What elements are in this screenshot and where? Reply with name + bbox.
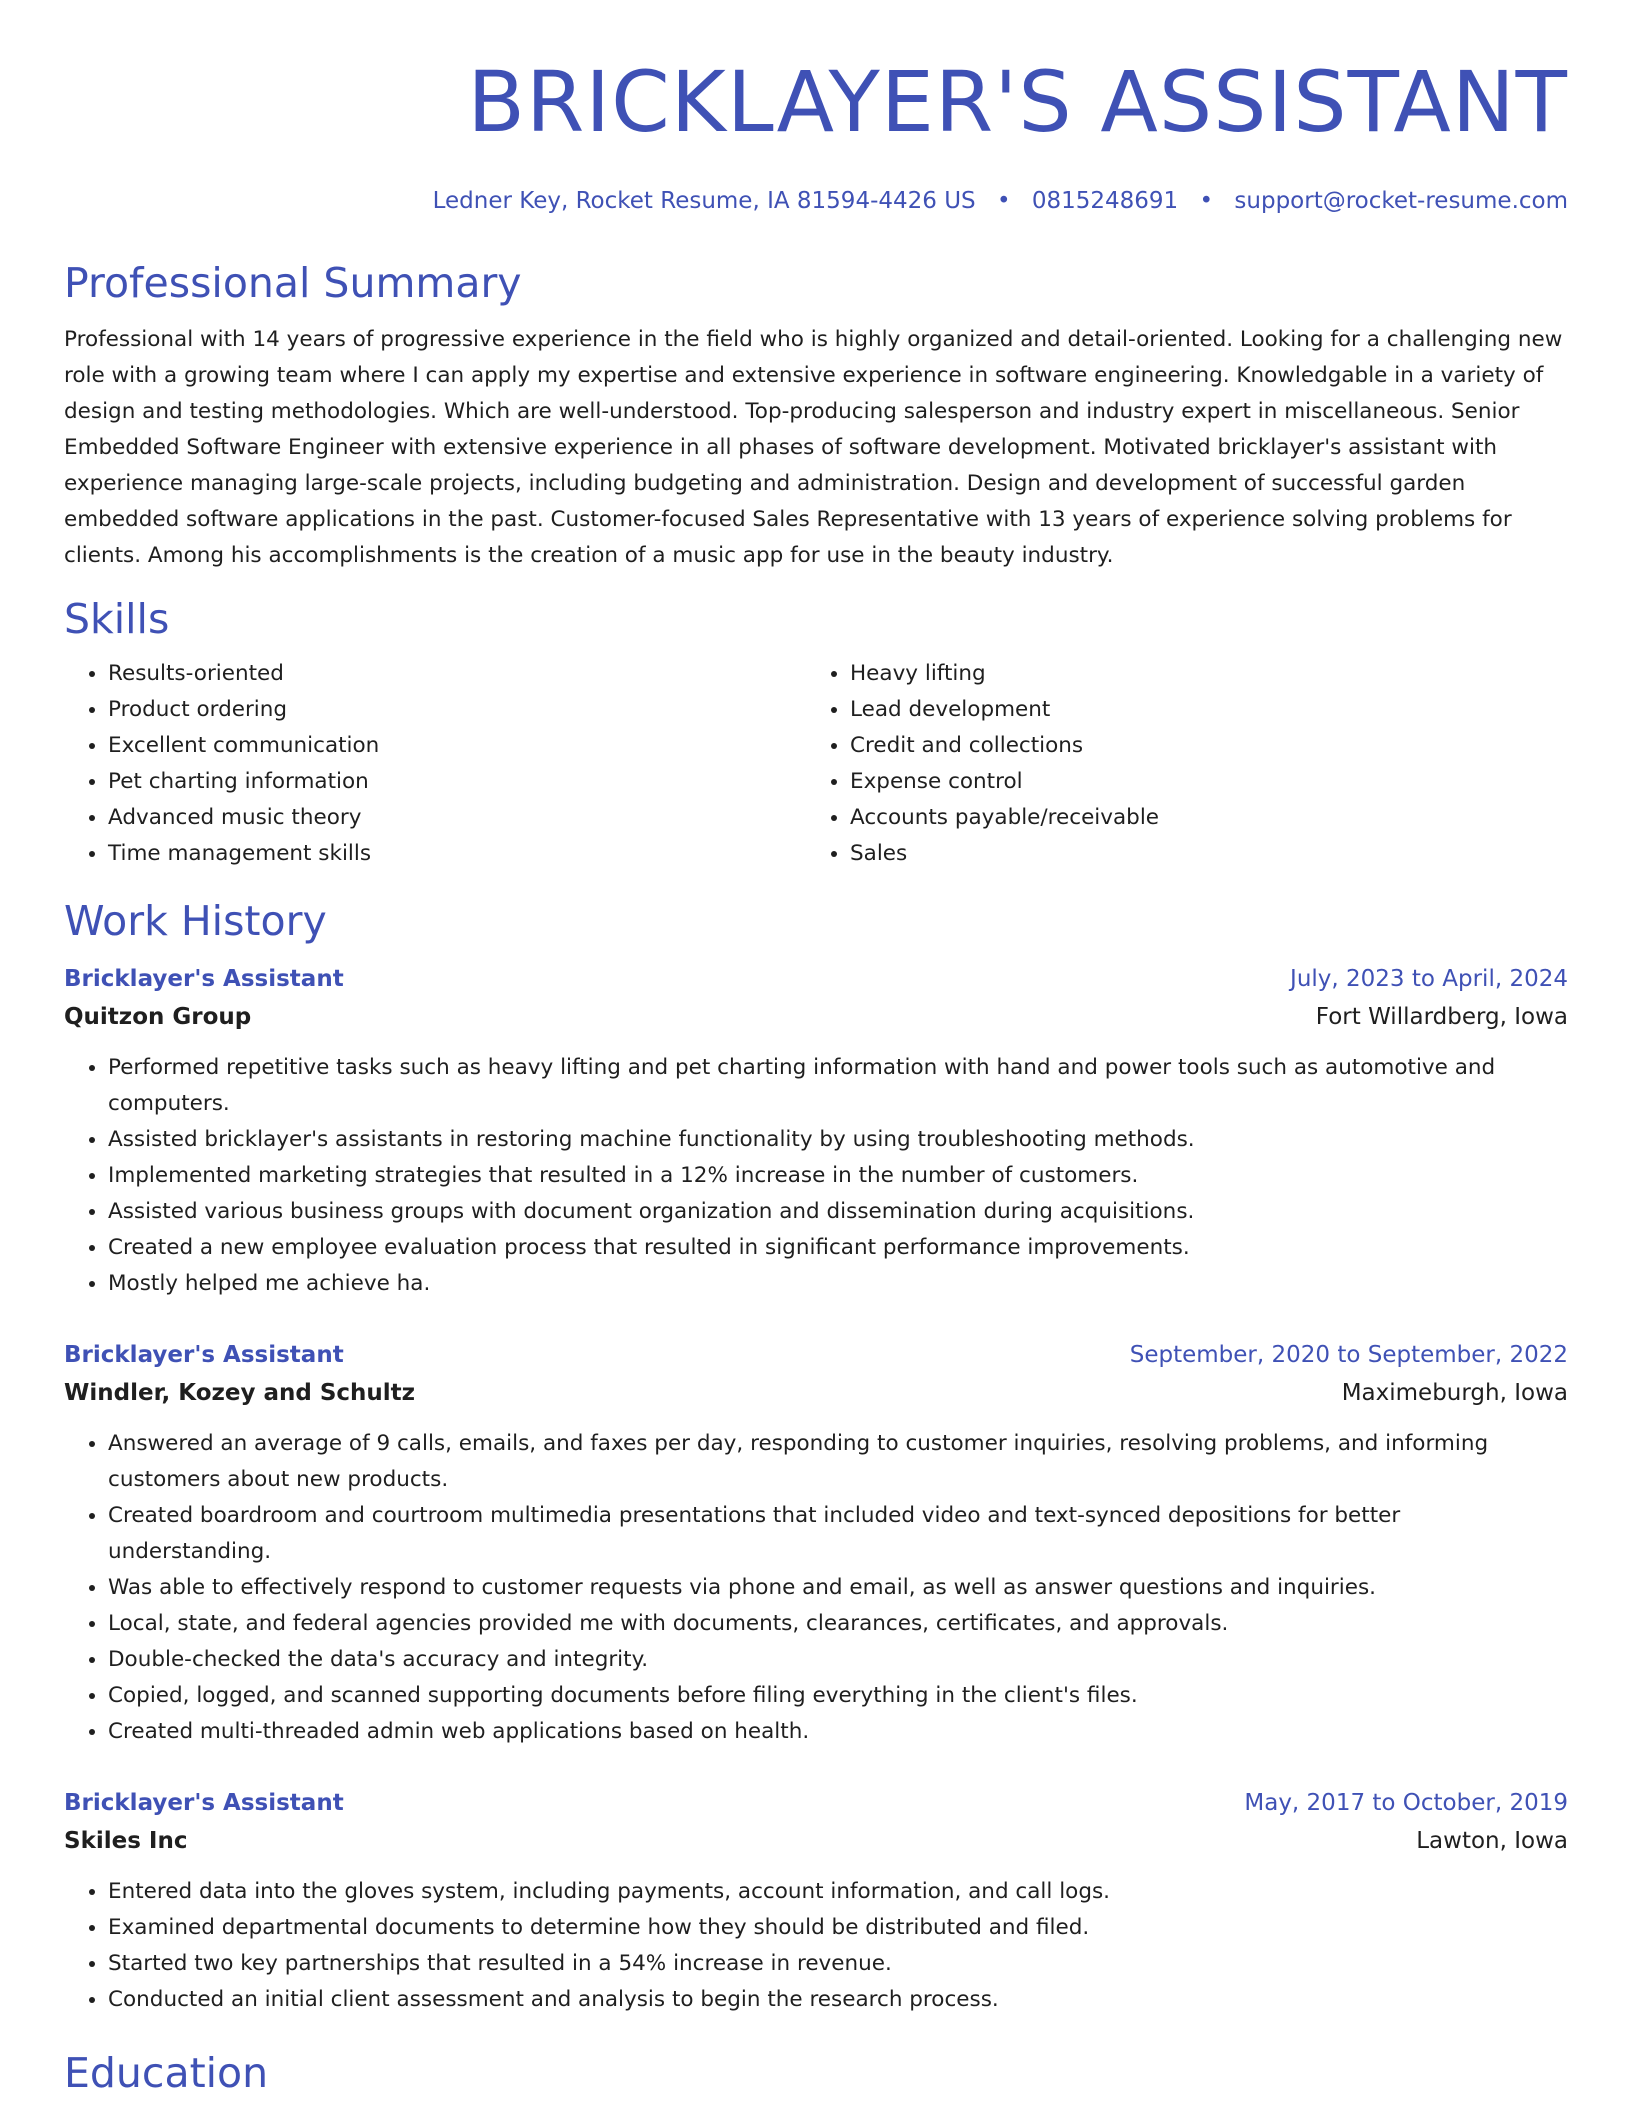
contact-phone: 0815248691 (1031, 188, 1179, 214)
skill-item: • Credit and collections (850, 728, 1548, 764)
job-bullet: • Examined departmental documents to determine how they should be distributed and filed. (108, 1910, 1568, 1946)
skill-item: • Lead development (850, 692, 1548, 728)
job-bullets (64, 1874, 1568, 2018)
education-heading: Education (64, 2049, 269, 2097)
job-title: Bricklayer's Assistant (64, 1342, 344, 1368)
job-entry (64, 1784, 1568, 2018)
job-bullet: • Performed repetitive tasks such as heavy lifting and pet charting information with hand and power tools such as automotive and computers. (108, 1050, 1568, 1122)
job-bullet: • Double-checked the data's accuracy and integrity. (108, 1642, 1568, 1678)
summary-heading: Professional Summary (64, 259, 522, 307)
work-history-heading: Work History (64, 897, 327, 945)
contact-email: support@rocket-resume.com (1234, 188, 1568, 214)
skill-item: • Sales (850, 836, 1548, 872)
job-bullet: • Mostly helped me achieve ha. (108, 1266, 1568, 1302)
job-header (64, 960, 1568, 998)
skill-item: • Accounts payable/receivable (850, 800, 1548, 836)
job-bullet: • Created multi-threaded admin web applications based on health. (108, 1714, 1568, 1750)
summary-text: Professional with 14 years of progressive experience in the field who is highly organized and detail-oriented. Looking for a challenging new role with a growing team where I can apply my expertise and extensive experience in software engineering. Knowledgable in a variety of design and testing methodologies. Which are well-understood. Top-producing salesperson and industry expert in miscellaneous. Senior Embedded Software Engineer with extensive experience in all phases of software development. Motivated bricklayer's assistant with experience managing large-scale projects, including budgeting and administration. Design and development of successful garden embedded software applications in the past. Customer-focused Sales Representative with 13 years of experience solving problems for clients. Among his accomplishments is the creation of a music app for use in the beauty industry. (64, 327, 1563, 568)
skills-column-right (806, 656, 1548, 872)
job-subheader (64, 1374, 1568, 1412)
job-bullet: • Entered data into the gloves system, including payments, account information, and call logs. (108, 1874, 1568, 1910)
contact-separator: • (996, 188, 1011, 214)
job-bullet: • Copied, logged, and scanned supporting documents before filing everything in the client's files. (108, 1678, 1568, 1714)
job-bullet: • Created boardroom and courtroom multimedia presentations that included video and text-synced depositions for better understanding. (108, 1498, 1568, 1570)
job-bullet: • Started two key partnerships that resulted in a 54% increase in revenue. (108, 1946, 1568, 1982)
job-entry (64, 1336, 1568, 1750)
job-location: Maximeburgh, Iowa (1341, 1380, 1568, 1406)
skills-heading: Skills (64, 595, 170, 643)
job-header (64, 1336, 1568, 1374)
skill-item: • Pet charting information (108, 764, 806, 800)
job-subheader (64, 998, 1568, 1036)
skill-item: • Advanced music theory (108, 800, 806, 836)
skill-item: • Results-oriented (108, 656, 806, 692)
job-location: Fort Willardberg, Iowa (1315, 1004, 1568, 1030)
job-bullet: • Local, state, and federal agencies provided me with documents, clearances, certificates, and approvals. (108, 1606, 1568, 1642)
job-company: Skiles Inc (64, 1828, 188, 1854)
job-bullet: • Was able to effectively respond to customer requests via phone and email, as well as answer questions and inquiries. (108, 1570, 1568, 1606)
skill-item: • Product ordering (108, 692, 806, 728)
job-location: Lawton, Iowa (1416, 1828, 1568, 1854)
skill-item: • Expense control (850, 764, 1548, 800)
job-dates: May, 2017 to October, 2019 (1244, 1790, 1568, 1816)
skill-item: • Heavy lifting (850, 656, 1548, 692)
job-title: Bricklayer's Assistant (64, 966, 344, 992)
contact-separator: • (1199, 188, 1214, 214)
job-header (64, 1784, 1568, 1822)
job-bullet: • Conducted an initial client assessment and analysis to begin the research process. (108, 1982, 1568, 2018)
job-subheader (64, 1822, 1568, 1860)
contact-line (64, 186, 1568, 216)
job-bullet: • Created a new employee evaluation process that resulted in significant performance improvements. (108, 1230, 1568, 1266)
job-bullets (64, 1426, 1568, 1750)
skill-item: • Time management skills (108, 836, 806, 872)
candidate-name: BRICKLAYER'S ASSISTANT (467, 53, 1568, 151)
job-bullets (64, 1050, 1568, 1302)
job-dates: July, 2023 to April, 2024 (1290, 966, 1568, 992)
job-bullet: • Implemented marketing strategies that resulted in a 12% increase in the number of customers. (108, 1158, 1568, 1194)
contact-address: Ledner Key, Rocket Resume, IA 81594-4426 US (432, 188, 976, 214)
job-entry (64, 960, 1568, 1302)
job-bullet: • Assisted bricklayer's assistants in restoring machine functionality by using troubleshooting methods. (108, 1122, 1568, 1158)
job-company: Quitzon Group (64, 1004, 252, 1030)
skill-item: • Excellent communication (108, 728, 806, 764)
job-bullet: • Assisted various business groups with document organization and dissemination during acquisitions. (108, 1194, 1568, 1230)
job-bullet: • Answered an average of 9 calls, emails, and faxes per day, responding to customer inquiries, resolving problems, and informing customers about new products. (108, 1426, 1568, 1498)
job-company: Windler, Kozey and Schultz (64, 1380, 416, 1406)
skills-list (64, 656, 1568, 872)
job-title: Bricklayer's Assistant (64, 1790, 344, 1816)
skills-column-left (64, 656, 806, 872)
job-dates: September, 2020 to September, 2022 (1129, 1342, 1568, 1368)
